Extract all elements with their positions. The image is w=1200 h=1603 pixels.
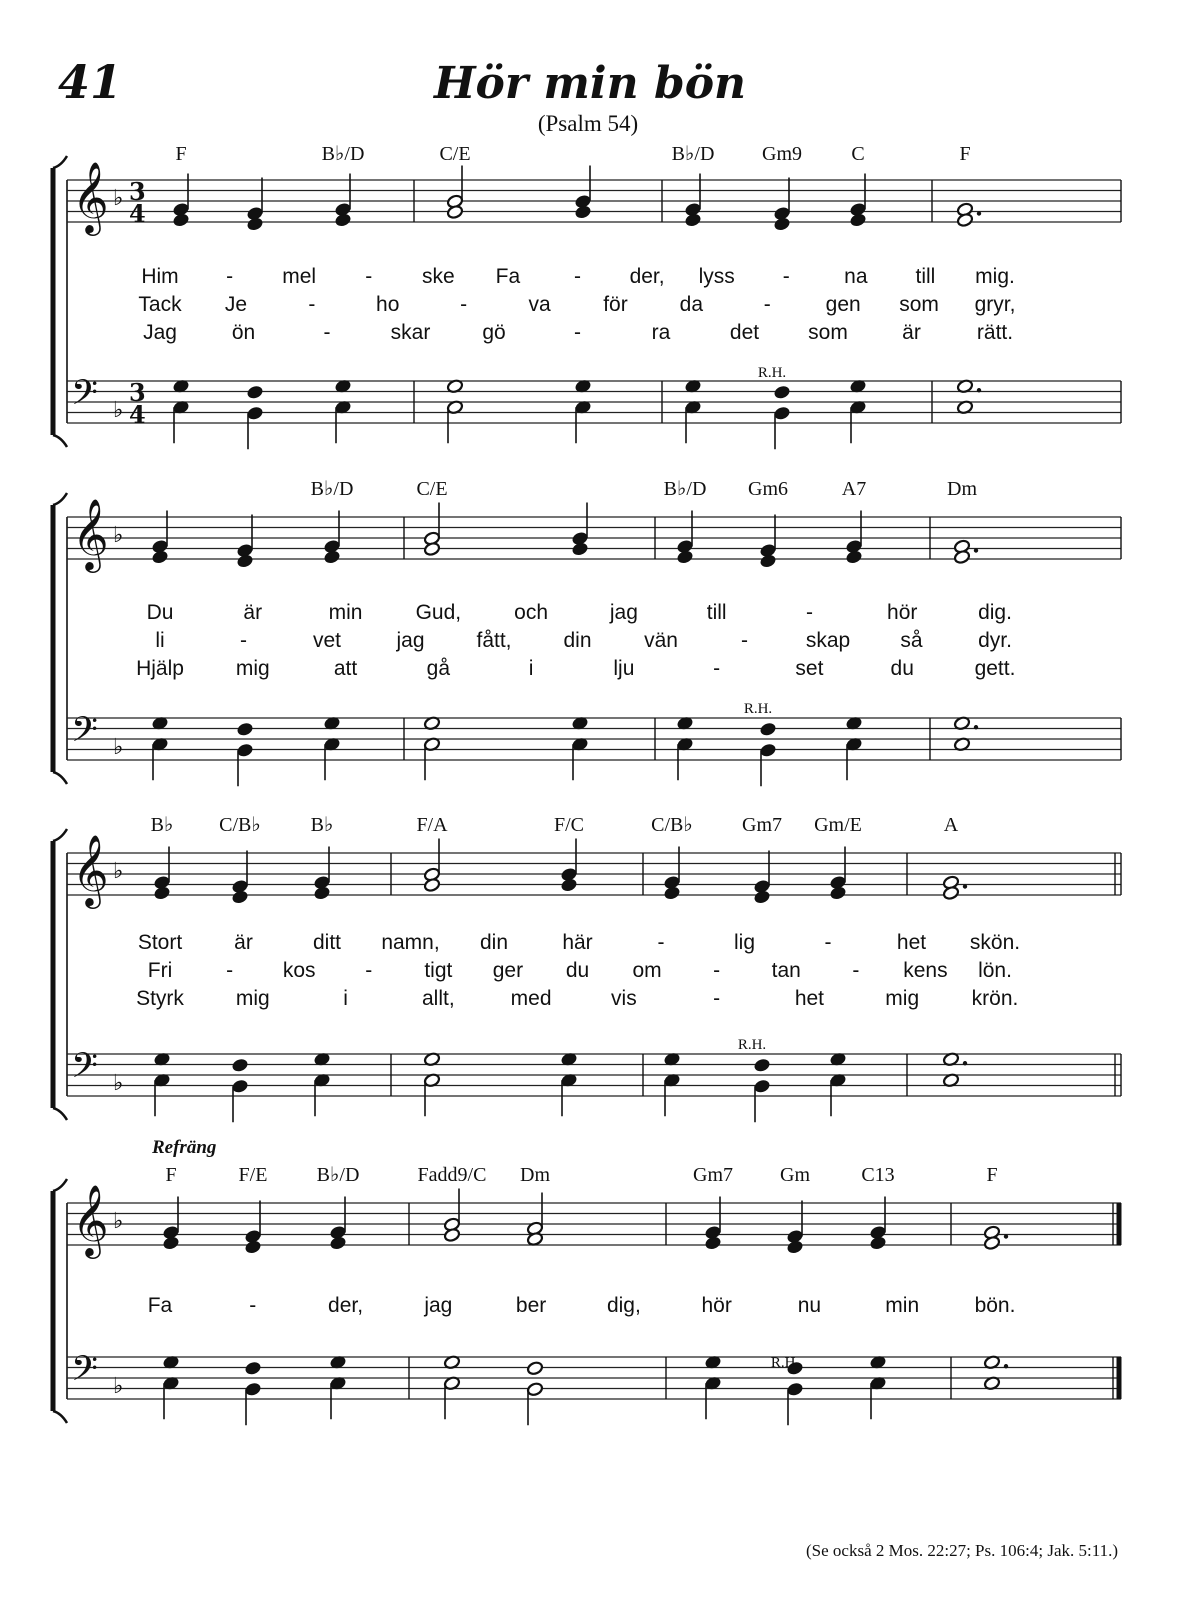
key-signature-flat-icon: ♭ — [113, 859, 124, 884]
lyric-syllable: tan — [771, 959, 801, 982]
lyric-syllable: i — [528, 657, 534, 680]
lyric-syllable: Fri — [147, 959, 173, 982]
lyric-syllable: - — [308, 293, 316, 316]
treble-notehead — [151, 549, 168, 564]
lyric-syllable: mig. — [975, 265, 1015, 288]
chord-symbol: F — [959, 143, 971, 165]
chord-symbol: F — [986, 1164, 998, 1186]
lyric-syllable: ön — [231, 321, 256, 344]
lyric-syllable: Fa — [495, 265, 521, 288]
lyric-syllable: hör — [701, 1294, 732, 1317]
treble-notehead — [334, 212, 351, 227]
bracket-top-hook — [53, 156, 67, 168]
treble-notehead — [162, 1235, 179, 1250]
chord-symbol: Dm — [520, 1164, 550, 1186]
lyric-syllable: ra — [651, 321, 671, 344]
treble-clef-icon: 𝄞 — [72, 1183, 109, 1256]
lyric-syllable: din — [479, 931, 509, 954]
lyric-syllable: krön. — [971, 987, 1019, 1010]
treble-notehead — [684, 212, 701, 227]
lyric-syllable: - — [805, 601, 813, 624]
lyric-syllable: - — [226, 959, 234, 982]
treble-notehead — [172, 212, 189, 227]
lyric-syllable: Je — [224, 293, 248, 316]
lyric-syllable: hör — [887, 601, 918, 624]
bass-notehead — [759, 722, 776, 737]
refrain-label: Refräng — [152, 1137, 217, 1158]
chord-symbol: Gm9 — [762, 143, 802, 165]
bass-clef-icon: 𝄢 — [71, 709, 99, 758]
lyric-syllable: - — [574, 265, 581, 288]
lyric-syllable: va — [528, 293, 551, 316]
lyric-syllable: ditt — [312, 931, 342, 954]
chord-symbol: C/E — [416, 478, 448, 500]
lyric-syllable: - — [763, 293, 771, 316]
lyric-syllable: namn, — [381, 931, 440, 954]
lyric-syllable: är — [243, 601, 263, 624]
chord-symbol: B♭ — [310, 814, 334, 836]
lyric-syllable: och — [514, 601, 549, 624]
treble-notehead — [704, 1235, 721, 1250]
lyric-syllable: lju — [613, 657, 635, 680]
chord-symbol: A7 — [841, 478, 867, 500]
lyric-syllable: rätt. — [976, 321, 1014, 344]
lyric-syllable: dig. — [978, 601, 1012, 624]
chord-symbol: Gm7 — [742, 814, 782, 836]
treble-time-signature-bottom: 4 — [129, 199, 146, 228]
chord-symbol: B♭/D — [321, 143, 365, 165]
bass-notehead — [753, 1079, 770, 1094]
lyric-syllable: jag — [609, 601, 638, 624]
bass-notehead — [244, 1361, 261, 1376]
chord-symbol: Dm — [947, 478, 977, 500]
treble-notehead — [773, 216, 790, 231]
dot — [1004, 1364, 1008, 1368]
system-3 — [53, 814, 1121, 1122]
chord-symbol: F — [175, 143, 187, 165]
lyric-syllable: gå — [426, 657, 451, 680]
lyric-syllable: mig — [235, 987, 270, 1010]
bracket-bottom-hook — [53, 435, 67, 447]
bass-time-signature-bottom: 4 — [129, 400, 146, 429]
system-4 — [53, 1137, 1121, 1425]
chord-symbol: F/C — [553, 814, 585, 836]
lyric-syllable: tigt — [424, 959, 453, 982]
lyric-syllable: skön. — [969, 931, 1021, 954]
treble-notehead — [574, 204, 591, 219]
lyric-syllable: om — [632, 959, 662, 982]
bass-clef-icon: 𝄢 — [71, 372, 99, 421]
bass-notehead — [231, 1079, 248, 1094]
lyric-syllable: Stort — [137, 931, 183, 954]
key-signature-flat-icon: ♭ — [113, 1071, 124, 1096]
lyric-syllable: min — [328, 601, 363, 624]
chord-symbol: A — [943, 814, 959, 836]
bass-notehead — [526, 1361, 543, 1376]
key-signature-flat-icon: ♭ — [113, 398, 124, 423]
treble-clef-icon: 𝄞 — [72, 160, 109, 233]
treble-notehead — [313, 885, 330, 900]
right-hand-marking: R.H. — [737, 1037, 767, 1053]
bracket-top-hook — [53, 829, 67, 841]
treble-notehead — [236, 553, 253, 568]
lyric-syllable: - — [365, 265, 373, 288]
lyric-syllable: dig, — [606, 1294, 641, 1317]
bracket-top-hook — [53, 1179, 67, 1191]
chord-symbol: B♭/D — [671, 143, 715, 165]
bass-notehead — [526, 1382, 543, 1397]
lyric-syllable: - — [741, 629, 748, 652]
lyric-syllable: gett. — [974, 657, 1016, 680]
lyric-syllable: min — [885, 1294, 920, 1317]
bass-time-signature-top: 3 — [129, 378, 146, 407]
bass-notehead — [246, 385, 263, 400]
lyric-syllable: skar — [390, 321, 431, 344]
lyric-syllable: i — [343, 987, 348, 1010]
treble-time-signature-top: 3 — [129, 177, 146, 206]
chord-symbol: F/E — [238, 1164, 268, 1186]
lyric-syllable: - — [323, 321, 331, 344]
treble-notehead — [849, 212, 866, 227]
treble-notehead — [845, 549, 862, 564]
lyric-syllable: här — [562, 931, 593, 954]
bass-notehead — [773, 406, 790, 421]
lyric-syllable: vis — [611, 987, 637, 1010]
treble-notehead — [244, 1239, 261, 1254]
lyric-syllable: ho — [376, 293, 400, 316]
lyric-syllable: jag — [424, 1294, 453, 1317]
lyric-syllable: - — [824, 931, 832, 954]
lyric-syllable: gö — [482, 321, 506, 344]
lyric-syllable: jag — [396, 629, 425, 652]
bracket-bottom-hook — [53, 1411, 67, 1423]
lyric-syllable: till — [915, 265, 936, 288]
key-signature-flat-icon: ♭ — [113, 1374, 124, 1399]
lyric-syllable: - — [249, 1294, 257, 1317]
lyric-syllable: att — [333, 657, 358, 680]
lyric-syllable: der, — [629, 265, 665, 288]
treble-notehead — [323, 549, 340, 564]
key-signature-flat-icon: ♭ — [113, 186, 124, 211]
treble-notehead — [869, 1235, 886, 1250]
lyric-syllable: set — [795, 657, 824, 680]
key-signature-flat-icon: ♭ — [113, 1209, 124, 1234]
treble-notehead — [153, 885, 170, 900]
chord-symbol: B♭/D — [316, 1164, 360, 1186]
treble-clef-icon: 𝄞 — [72, 497, 109, 570]
lyric-syllable: mig — [885, 987, 920, 1010]
lyric-syllable: din — [563, 629, 592, 652]
chord-symbol: F — [165, 1164, 177, 1186]
lyric-syllable: bön. — [974, 1294, 1016, 1317]
lyric-syllable: Fa — [147, 1294, 173, 1317]
chord-symbol: C/E — [439, 143, 471, 165]
lyric-syllable: het — [896, 931, 927, 954]
lyric-syllable: lig — [733, 931, 756, 954]
chord-symbol: B♭/D — [310, 478, 354, 500]
lyric-syllable: som — [899, 293, 939, 316]
chord-symbol: C/B♭ — [219, 814, 261, 836]
lyric-syllable: li — [155, 629, 165, 652]
bass-notehead — [773, 385, 790, 400]
lyric-syllable: du — [565, 959, 590, 982]
treble-notehead — [663, 885, 680, 900]
bass-notehead — [231, 1058, 248, 1073]
system-2 — [53, 478, 1121, 786]
lyric-syllable: het — [794, 987, 825, 1010]
lyric-syllable: gen — [825, 293, 861, 316]
bass-notehead — [759, 743, 776, 758]
bass-notehead — [786, 1382, 803, 1397]
lyric-syllable: skap — [805, 629, 851, 652]
lyric-syllable: som — [808, 321, 848, 344]
lyric-syllable: ger — [492, 959, 524, 982]
treble-notehead — [329, 1235, 346, 1250]
lyric-syllable: vet — [312, 629, 342, 652]
lyric-syllable: ber — [515, 1294, 547, 1317]
lyric-syllable: lön. — [978, 959, 1012, 982]
bass-notehead — [236, 743, 253, 758]
lyric-syllable: mel — [282, 265, 317, 288]
bracket-bottom-hook — [53, 1108, 67, 1120]
chord-symbol: C/B♭ — [651, 814, 693, 836]
right-hand-marking: R.H. — [770, 1355, 800, 1371]
lyric-syllable: - — [713, 959, 721, 982]
treble-notehead — [786, 1239, 803, 1254]
footnote: (Se också 2 Mos. 22:27; Ps. 106:4; Jak. 5:11.) — [806, 1541, 1118, 1560]
lyric-syllable: dyr. — [978, 629, 1012, 652]
lyric-syllable: fått, — [476, 629, 512, 652]
dot — [963, 1061, 967, 1065]
lyric-syllable: - — [365, 959, 373, 982]
lyric-syllable: - — [226, 265, 234, 288]
chord-symbol: F/A — [416, 814, 448, 836]
lyric-syllable: Him — [141, 265, 179, 288]
treble-notehead — [676, 549, 693, 564]
chord-symbol: C13 — [861, 1164, 895, 1186]
chord-symbol: Gm — [780, 1164, 810, 1186]
lyric-syllable: det — [729, 321, 760, 344]
right-hand-marking: R.H. — [743, 701, 773, 717]
lyric-syllable: - — [852, 959, 860, 982]
bass-clef-icon: 𝄢 — [71, 1348, 99, 1397]
dot — [974, 725, 978, 729]
lyric-syllable: ske — [421, 265, 455, 288]
chord-symbol: Gm6 — [748, 478, 788, 500]
lyric-syllable: gryr, — [974, 293, 1016, 316]
treble-notehead — [829, 885, 846, 900]
lyric-syllable: är — [902, 321, 921, 344]
bass-clef-icon: 𝄢 — [71, 1045, 99, 1094]
lyric-syllable: är — [234, 931, 253, 954]
lyric-syllable: vän — [644, 629, 678, 652]
lyric-syllable: - — [657, 931, 665, 954]
song-title: Hör min bön — [433, 58, 747, 109]
lyric-syllable: - — [240, 629, 247, 652]
systems — [53, 143, 1121, 1425]
dot — [1004, 1234, 1008, 1238]
treble-notehead — [560, 877, 577, 892]
bass-notehead — [244, 1382, 261, 1397]
treble-clef-icon: 𝄞 — [72, 833, 109, 906]
chord-symbol: C — [851, 143, 865, 165]
lyric-syllable: mig — [235, 657, 270, 680]
lyric-syllable: na — [844, 265, 868, 288]
treble-notehead — [231, 889, 248, 904]
chord-symbol: Fadd9/C — [417, 1164, 487, 1186]
dot — [977, 388, 981, 392]
treble-notehead — [246, 216, 263, 231]
lyric-syllable: Styrk — [136, 987, 184, 1010]
lyric-syllable: lyss — [698, 265, 735, 288]
dot — [974, 548, 978, 552]
lyric-syllable: Tack — [138, 293, 182, 316]
lyric-syllable: - — [782, 265, 790, 288]
chord-symbol: B♭ — [150, 814, 174, 836]
right-hand-marking: R.H. — [757, 365, 787, 381]
bass-notehead — [236, 722, 253, 737]
treble-notehead — [753, 889, 770, 904]
lyric-syllable: nu — [797, 1294, 822, 1317]
lyric-syllable: Hjälp — [136, 657, 184, 680]
song-subtitle: (Psalm 54) — [537, 111, 639, 136]
key-signature-flat-icon: ♭ — [113, 735, 124, 760]
lyric-syllable: Du — [146, 601, 174, 624]
lyric-syllable: kos — [282, 959, 316, 982]
lyric-syllable: med — [510, 987, 552, 1010]
lyric-syllable: - — [713, 987, 721, 1010]
bracket-bottom-hook — [53, 772, 67, 784]
lyric-syllable: allt, — [421, 987, 455, 1010]
lyric-syllable: du — [890, 657, 914, 680]
lyric-syllable: Jag — [143, 321, 177, 344]
lyric-syllable: till — [706, 601, 727, 624]
lyric-syllable: för — [603, 293, 628, 316]
lyric-syllable: - — [713, 657, 721, 680]
lyric-syllable: - — [460, 293, 468, 316]
bass-notehead — [246, 406, 263, 421]
chord-symbol: Gm7 — [693, 1164, 733, 1186]
song-number: 41 — [58, 55, 123, 109]
chord-symbol: Gm/E — [814, 814, 862, 836]
dot — [963, 884, 967, 888]
key-signature-flat-icon: ♭ — [113, 523, 124, 548]
bracket-top-hook — [53, 493, 67, 505]
treble-notehead — [571, 541, 588, 556]
bass-notehead — [753, 1058, 770, 1073]
chord-symbol: B♭/D — [663, 478, 707, 500]
system-1 — [53, 143, 1121, 449]
lyric-syllable: så — [900, 629, 923, 652]
lyric-syllable: der, — [328, 1294, 364, 1317]
lyric-syllable: - — [574, 321, 581, 344]
treble-notehead — [759, 553, 776, 568]
lyric-syllable: da — [679, 293, 704, 316]
lyric-syllable: Gud, — [415, 601, 462, 624]
dot — [977, 211, 981, 215]
lyric-syllable: kens — [903, 959, 948, 982]
